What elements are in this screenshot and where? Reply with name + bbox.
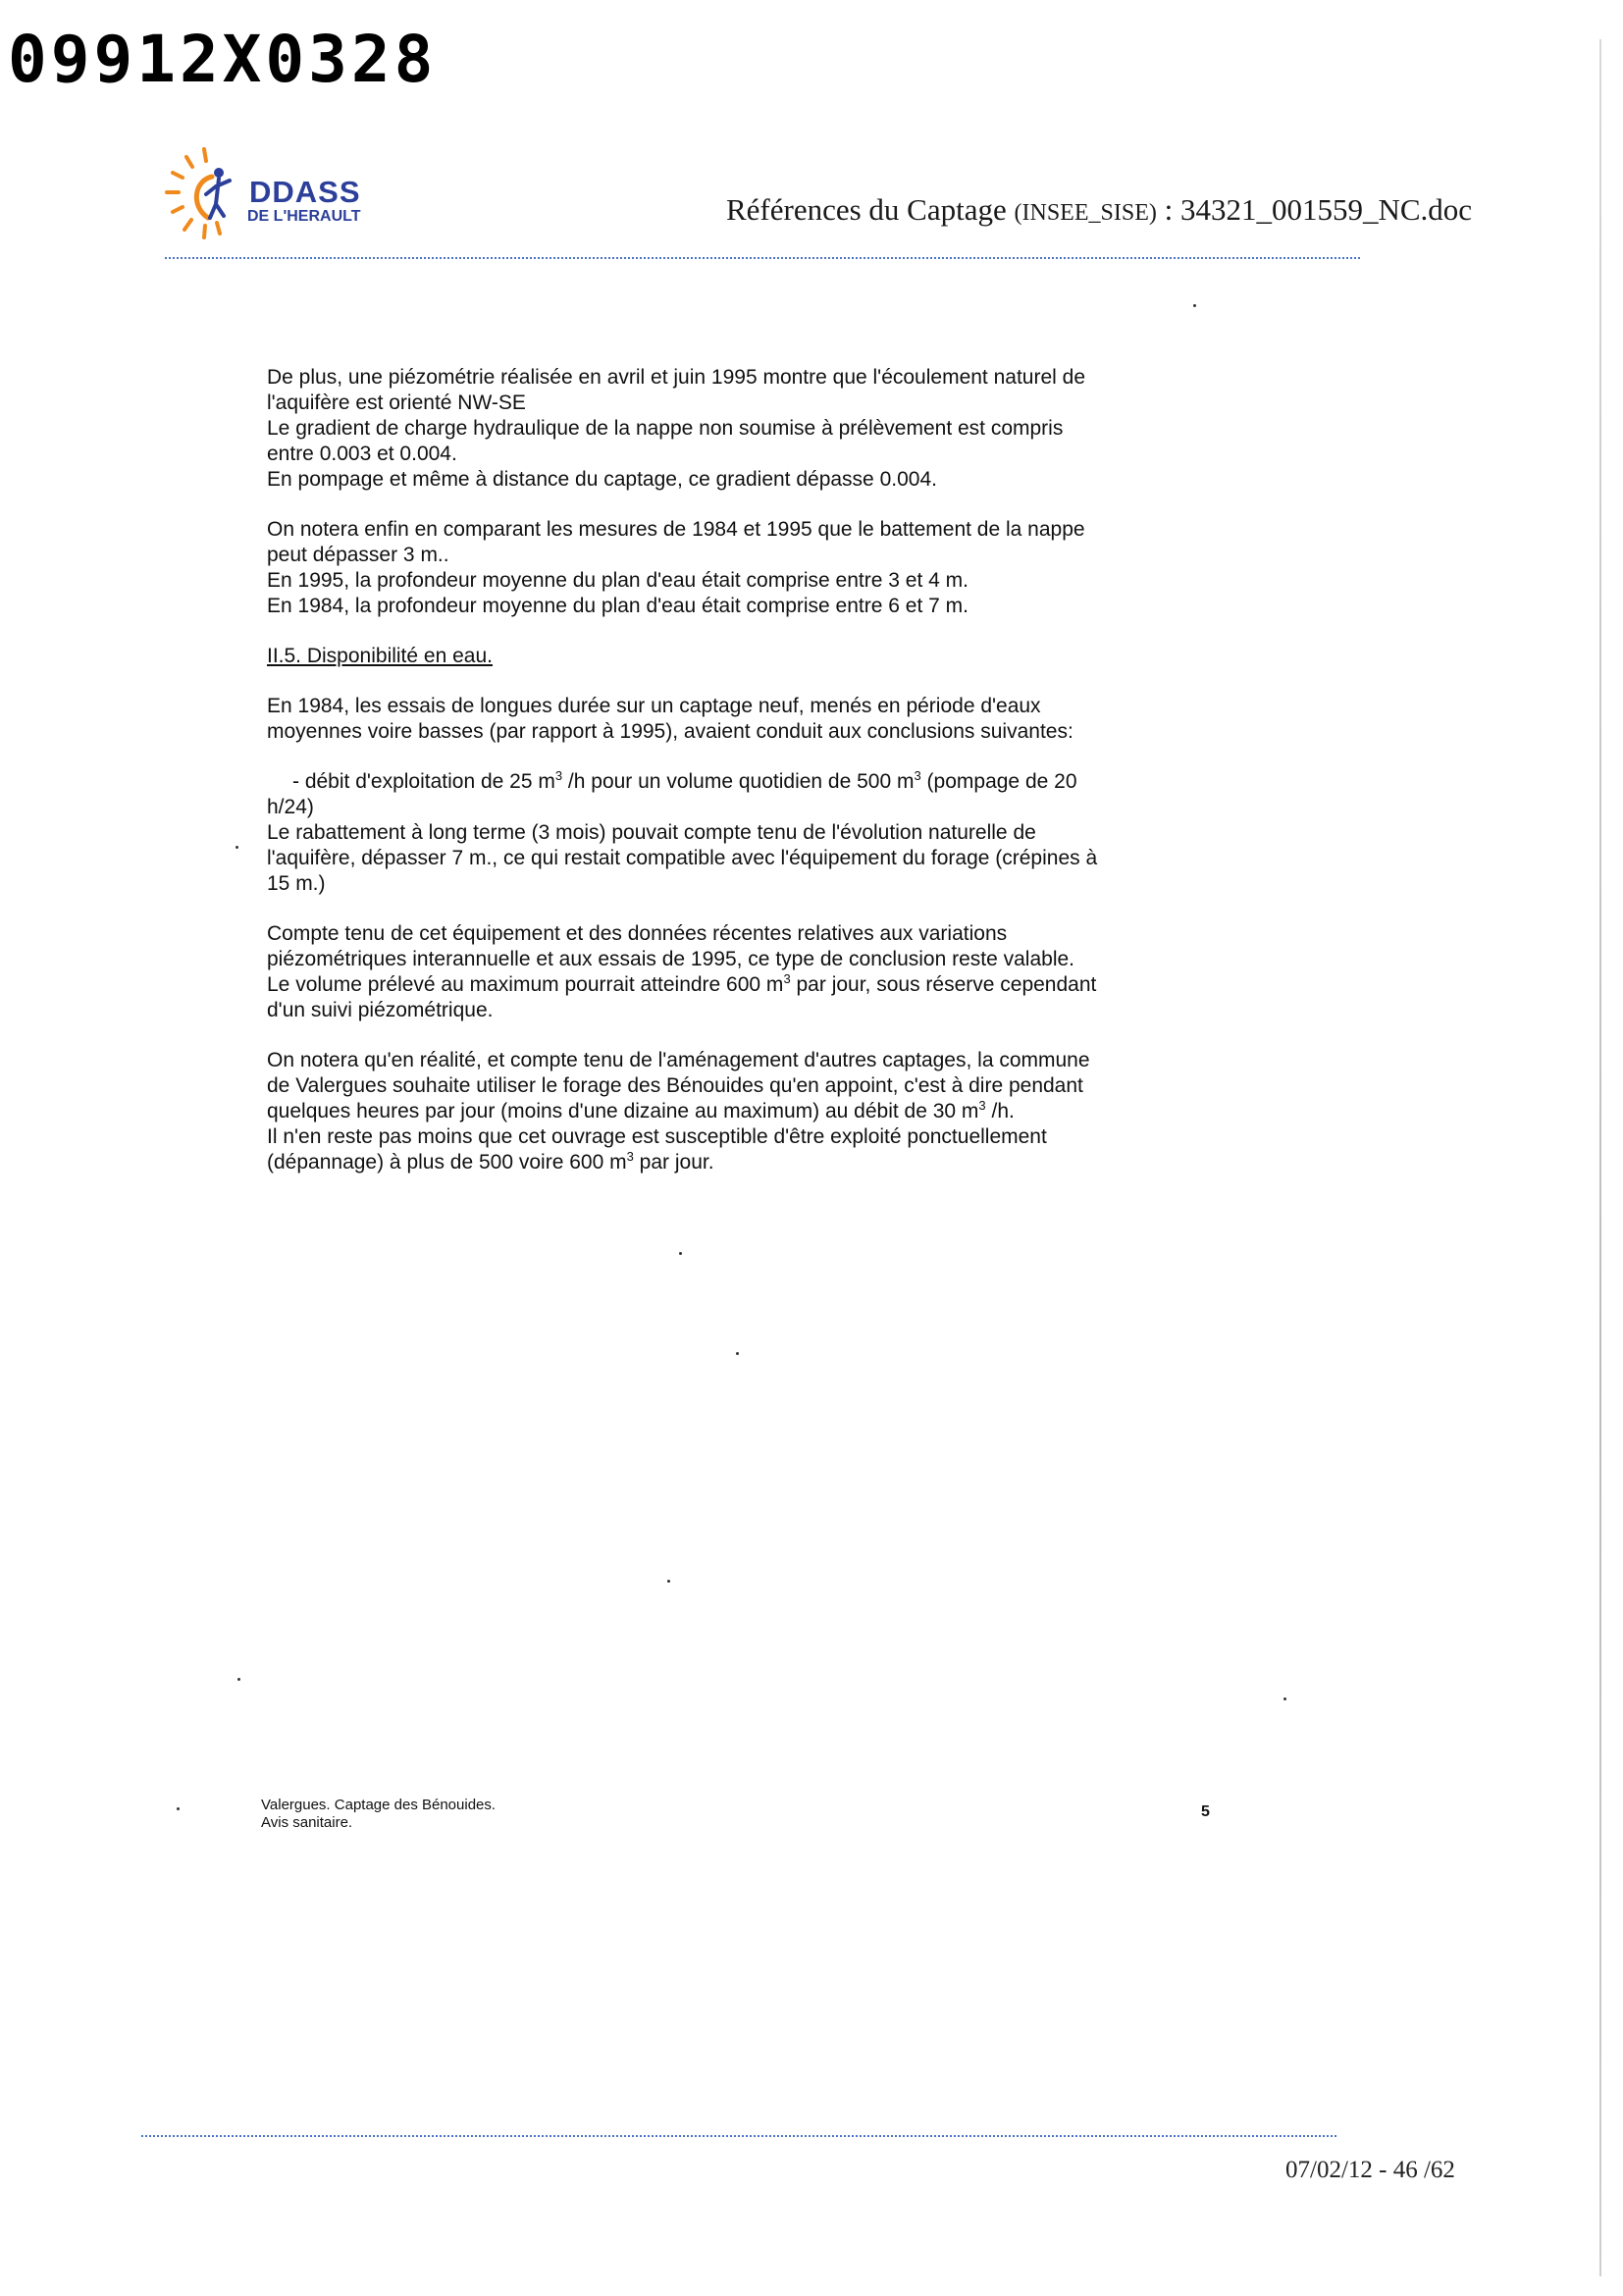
- footer-date-pagination: 07/02/12 - 46 /62: [1285, 2157, 1455, 2183]
- text-line: entre 0.003 et 0.004.: [267, 443, 457, 465]
- text-line: Compte tenu de cet équipement et des données récentes relatives aux variations: [267, 922, 1008, 945]
- scan-speck: [736, 1352, 739, 1355]
- document-id-stamp: 09912X0328: [8, 22, 438, 97]
- paragraph-debit-rabattement: [267, 769, 1209, 897]
- text-line: En pompage et même à distance du captage, ce gradient dépasse 0.004.: [267, 468, 937, 491]
- sun-figure-icon: [165, 147, 253, 245]
- header-divider: [165, 257, 1360, 259]
- captage-reference: [726, 192, 1472, 228]
- text-line: d'un suivi piézométrique.: [267, 999, 494, 1021]
- page-number: 5: [1201, 1803, 1210, 1820]
- section-title: II.5. Disponibilité en eau.: [267, 645, 493, 667]
- text-line: On notera qu'en réalité, et compte tenu de l'aménagement d'autres captages, la commune: [267, 1049, 1090, 1071]
- scan-speck: [1283, 1697, 1286, 1700]
- text-line: moyennes voire basses (par rapport à 1995), avaient conduit aux conclusions suivantes:: [267, 720, 1073, 743]
- ddass-logo: [165, 147, 381, 245]
- text-line: On notera enfin en comparant les mesures de 1984 et 1995 que le battement de la nappe: [267, 518, 1085, 541]
- paragraph-essais-1984: [267, 694, 1209, 745]
- scan-speck: [177, 1807, 180, 1810]
- scan-speck: [667, 1580, 670, 1583]
- scan-speck: [1193, 304, 1196, 307]
- document-body: [267, 365, 1209, 1200]
- ref-suffix: : 34321_001559_NC.doc: [1156, 192, 1473, 227]
- section-heading: [267, 644, 1209, 669]
- ref-prefix: Références du Captage: [726, 192, 1015, 227]
- scan-speck: [237, 1678, 240, 1681]
- scan-speck: [679, 1252, 682, 1255]
- text-line: Le gradient de charge hydraulique de la nappe non soumise à prélèvement est compris: [267, 417, 1064, 440]
- text-line: l'aquifère est orienté NW-SE: [267, 391, 526, 414]
- logo-subtitle: DE L'HERAULT: [247, 208, 361, 225]
- footer-line: Valergues. Captage des Bénouides.: [261, 1797, 497, 1813]
- text-line: l'aquifère, dépasser 7 m., ce qui restait compatible avec l'équipement du forage (crépines à: [267, 847, 1098, 869]
- scan-edge: [1599, 39, 1601, 2276]
- text-line: 15 m.): [267, 872, 326, 895]
- text-line: De plus, une piézométrie réalisée en avril et juin 1995 montre que l'écoulement naturel de: [267, 366, 1086, 389]
- text-line: Le rabattement à long terme (3 mois) pouvait compte tenu de l'évolution naturelle de: [267, 821, 1036, 844]
- footer-line: Avis sanitaire.: [261, 1814, 353, 1831]
- footer-divider: [141, 2135, 1336, 2137]
- paragraph-piezometrie: [267, 365, 1209, 493]
- text-line: h/24): [267, 796, 314, 818]
- paragraph-conclusion: [267, 921, 1209, 1023]
- text-line: En 1984, la profondeur moyenne du plan d'eau était comprise entre 6 et 7 m.: [267, 595, 969, 617]
- paragraph-battement: [267, 517, 1209, 619]
- text-line: (dépannage) à plus de 500 voire 600 $m^3$ par jour.: [267, 1149, 714, 1174]
- scan-speck: [236, 846, 238, 849]
- logo-title: DDASS: [249, 175, 361, 209]
- text-line: peut dépasser 3 m..: [267, 544, 449, 566]
- text-line: Le volume prélevé au maximum pourrait atteindre 600 $m^3$ par jour, sous réserve cependant: [267, 971, 1097, 996]
- paragraph-appoint: [267, 1048, 1209, 1175]
- footer-document-title: [261, 1797, 496, 1832]
- text-line: En 1984, les essais de longues durée sur un captage neuf, menés en période d'eaux: [267, 695, 1041, 717]
- bullet-debit: - débit d'exploitation de 25 $m^3$ /h pour un volume quotidien de 500 $m^3$ (pompage de 20: [292, 768, 1077, 793]
- text-line: quelques heures par jour (moins d'une dizaine au maximum) au débit de 30 $m^3$ /h.: [267, 1098, 1015, 1122]
- ref-insee-sise: (INSEE_SISE): [1014, 200, 1157, 226]
- text-line: En 1995, la profondeur moyenne du plan d'eau était comprise entre 3 et 4 m.: [267, 569, 969, 592]
- text-line: de Valergues souhaite utiliser le forage des Bénouides qu'en appoint, c'est à dire pendant: [267, 1074, 1083, 1097]
- text-line: piézométriques interannuelle et aux essais de 1995, ce type de conclusion reste valable.: [267, 948, 1075, 970]
- text-line: Il n'en reste pas moins que cet ouvrage est susceptible d'être exploité ponctuellement: [267, 1125, 1047, 1148]
